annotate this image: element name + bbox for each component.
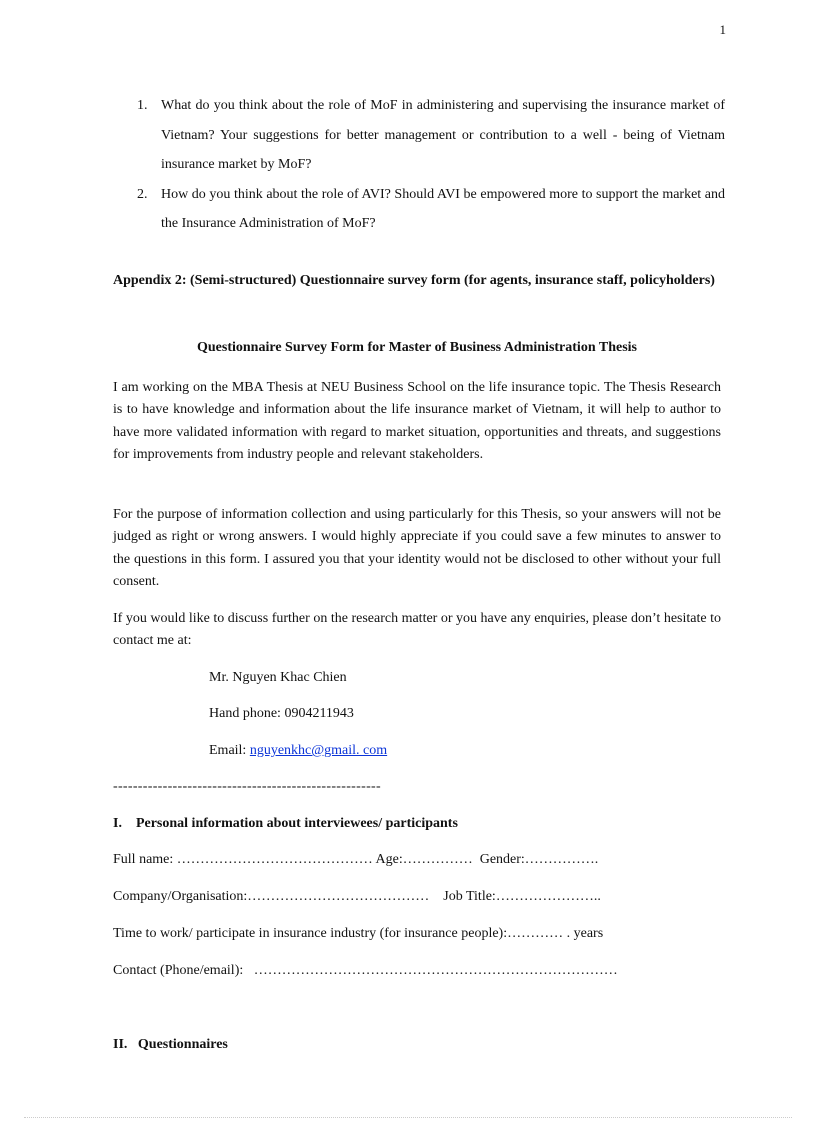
email-label: Email: [209,743,247,758]
section-questionnaires-heading: II. Questionnaires [113,1037,228,1052]
question-number: 2. [137,186,148,202]
question-text: How do you think about the role of AVI? Should AVI be empowered more to support the market and the Insurance Administration of MoF? [161,186,725,231]
interview-question-list [113,91,725,239]
intro-paragraph: If you would like to discuss further on the research matter or you have any enquiries, please don’t hesitate to contact me at: [113,611,721,649]
intro-paragraph: I am working on the MBA Thesis at NEU Business School on the life insurance topic. The Thesis Research is to have knowledge and information about the life insurance market of Vietnam, it will help to author to have more validated information with regard to market situation, opportunities and threats, and suggestions for improvements from industry people and relevant stakeholders. [113,380,721,463]
phone-number: 0904211943 [284,706,354,721]
contact-phone-line [209,706,354,722]
question-item [113,180,725,239]
page-number: 1 [719,22,726,37]
phone-label: Hand phone: [209,706,281,721]
page-bottom-dotted-border [24,1117,792,1118]
question-item [113,91,725,180]
field-company-job-title: Company/Organisation:………………………………… Job Title:………………….. [113,889,601,904]
form-title: Questionnaire Survey Form for Master of Business Administration Thesis [197,340,637,355]
contact-name: Mr. Nguyen Khac Chien [209,670,347,685]
field-time-in-industry: Time to work/ participate in insurance industry (for insurance people):………… . years [113,926,604,941]
appendix-heading: Appendix 2: (Semi-structured) Questionnaire survey form (for agents, insurance staff, policyholders) [113,273,715,288]
question-text: What do you think about the role of MoF in administering and supervising the insurance market of Vietnam? Your suggestions for better management or contribution to a well - being of Vietnam insurance market by MoF? [161,98,725,172]
intro-paragraph: For the purpose of information collection and using particularly for this Thesis, so your answers will not be judged as right or wrong answers. I would highly appreciate if you could save a few minutes to answer to the questions in this form. I assured you that your identity would not be disclosed to other without your full consent. [113,507,721,590]
contact-email-line [209,743,387,759]
divider-line: ------------------------------------------------------ [113,779,381,794]
section-personal-info-heading: I. Personal information about interviewees/ participants [113,816,458,831]
field-contact: Contact (Phone/email): …………………………………………………………………… [113,963,618,978]
field-name-age-gender: Full name: …………………………………… Age:…………… Gender:……………. [113,852,599,867]
email-link[interactable]: nguyenkhc@gmail. com [249,743,388,758]
question-number: 1. [137,98,148,113]
